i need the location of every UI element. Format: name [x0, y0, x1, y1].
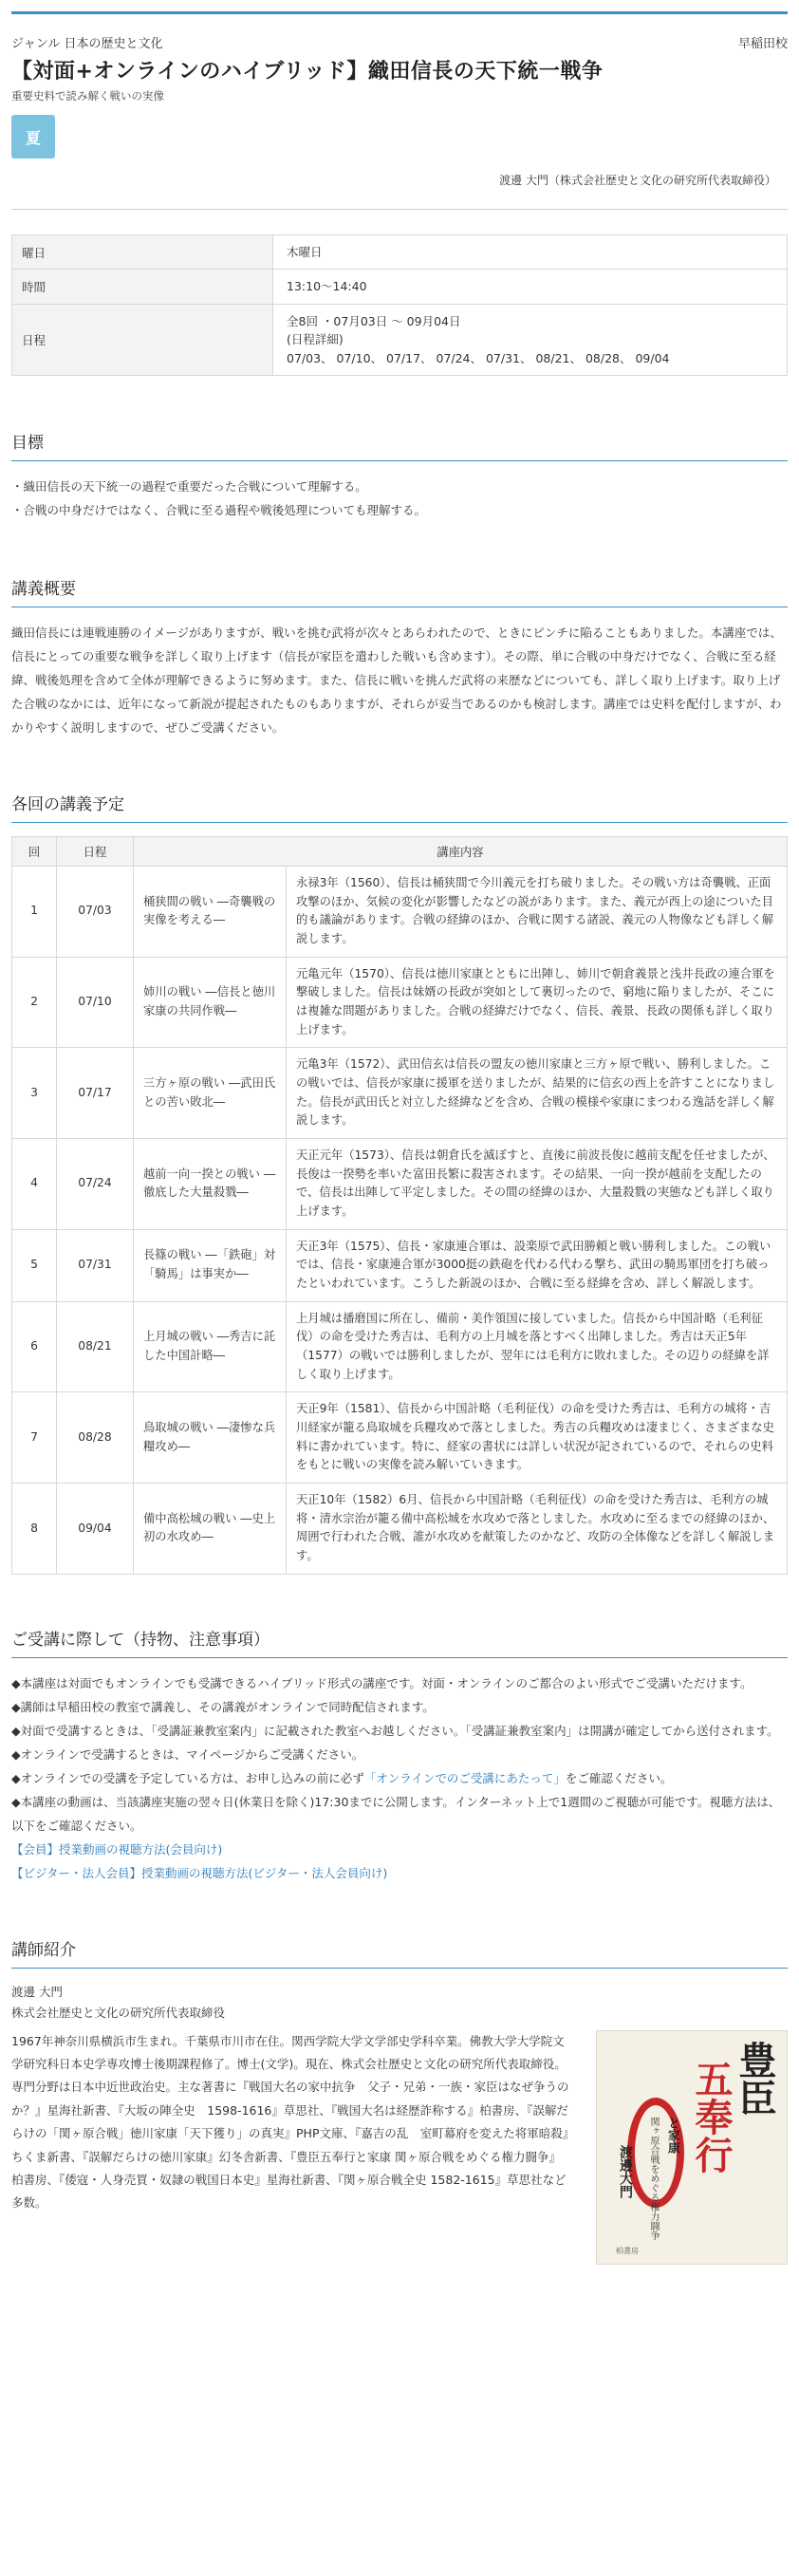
schedule-num: 5 — [12, 1229, 57, 1301]
col-content: 講座内容 — [134, 836, 788, 866]
info-row-day — [12, 235, 788, 270]
schedule-theme: 長篠の戦い ―「鉄砲」対「騎馬」は事実か― — [134, 1229, 287, 1301]
lecturer-affiliation: 株式会社歴史と文化の研究所代表取締役 — [11, 2006, 226, 2021]
season-badge: 夏 — [11, 115, 55, 159]
top-accent-bar — [11, 11, 788, 14]
schedule-detail-link[interactable]: (日程詳細) — [287, 332, 344, 347]
summary-text: 織田信長には連戦連勝のイメージがありますが、戦いを挑む武将が次々とあらわれたので、ときにピンチに陥ることもありました。本講座では、信長にとっての重要な戦争を詳しく取り上げます（信長が家臣を遣わした戦いも含めます）。その際、単に合戦の中身だけでなく、合戦に至る経緯、戦後処理を含めて全体が理解できるように努めます。また、信長に戦いを挑んだ武将の来歴などについても、詳しく取り上げます。取り上げた合戦のなかには、近年になって新説が提起されたものもありますが、それらが妥当であるのかも検討します。講座では史料を配付しますが、わかりやすく説明しますので、ぜひご受講ください。 — [11, 625, 782, 735]
schedule-theme: 上月城の戦い ―秀吉に託した中国計略― — [134, 1301, 287, 1392]
course-title: 【対面+オンラインのハイブリッド】織田信長の天下統一戦争 — [11, 60, 604, 84]
schedule-content: 天正3年（1575）、信長・家康連合軍は、設楽原で武田勝頼と戦い勝利しました。この戦いでは、信長・家康連合軍が3000挺の鉄砲を代わる代わる撃ち、武田の騎馬軍団を打ち破ったといわれています。こうした新説のほか、合戦に至る経緯を含め、詳しく解説します。 — [287, 1229, 788, 1301]
notes-list — [11, 1671, 788, 1885]
visitor-video-link[interactable]: 【ビジター・法人会員】授業動画の視聴方法(ビジター・法人会員向け) — [11, 1865, 388, 1880]
course-page — [11, 0, 788, 2265]
schedule-row — [12, 1138, 788, 1229]
schedule-row — [12, 1048, 788, 1139]
schedule-body — [12, 866, 788, 1574]
lecturer-heading: 講師紹介 — [11, 1936, 788, 1969]
schedule-theme: 三方ヶ原の戦い ―武田氏との苦い敗北― — [134, 1048, 287, 1139]
schedule-num: 1 — [12, 866, 57, 957]
schedule-row — [12, 1484, 788, 1575]
time-value: 13:10～14:40 — [273, 270, 788, 304]
online-prefix: ◆オンラインでの受講を予定している方は、お申し込みの前に必ず — [11, 1770, 364, 1785]
schedule-heading: 各回の講義予定 — [11, 791, 788, 823]
schedule-dates: 07/03、 07/10、 07/17、 07/24、 07/31、 08/21、 08/28、 09/04 — [287, 350, 670, 365]
schedule-num: 4 — [12, 1138, 57, 1229]
day-label: 曜日 — [12, 235, 273, 270]
schedule-row — [12, 1392, 788, 1484]
schedule-row — [12, 1301, 788, 1392]
note-item: ◆対面で受講するときは、「受講証兼教室案内」に記載された教室へお越しください。「受講証兼教室案内」は開講が確定してから送付されます。 — [11, 1723, 779, 1738]
book-title-a: 豊臣 — [733, 2040, 777, 2117]
schedule-date: 08/21 — [57, 1301, 134, 1392]
lecturer-name: 渡邊 大門 — [11, 1984, 63, 1999]
school-label: 早稲田校 — [737, 37, 788, 51]
lecturer-bio: 1967年神奈川県横浜市生まれ。千葉県市川市在住。関西学院大学文学部史学科卒業。佛教大学大学院文学研究科日本史学専攻博士後期課程修了。博士(文学)。現在、株式会社歴史と文化の研究所代表取締役。専門分野は日本中近世政治史。主な著書に『戦国大名の家中抗争 父子・兄弟・一族・家臣はなぜ争うのか？』星海社新書、『大坂の陣全史 1598-1616』草思社、『戦国大名は経歴詐称する』柏書房、『誤解だらけの「関ヶ原合戦」徳川家康「天下獲り」の真実』PHP文庫、『嘉吉の乱 室町幕府を変えた将軍暗殺』ちくま新書、『誤解だらけの徳川家康』幻冬舎新書、『豊臣五奉行と家康 関ヶ原合戦をめぐる権力闘争』柏書房、『倭寇・人身売買・奴隷の戦国日本史』星海社新書、『関ヶ原合戦全史 1582-1615』草思社など多数。 — [11, 2033, 569, 2211]
schedule-theme: 姉川の戦い ―信長と徳川家康の共同作戦― — [134, 957, 287, 1048]
divider — [11, 209, 788, 210]
genre-row — [11, 33, 788, 51]
schedule-row — [12, 957, 788, 1048]
schedule-theme: 桶狭間の戦い ―奇襲戦の実像を考える― — [134, 866, 287, 957]
goals-list — [11, 475, 788, 522]
col-date: 日程 — [57, 836, 134, 866]
schedule-date: 07/31 — [57, 1229, 134, 1301]
schedule-content: 元亀元年（1570）、信長は徳川家康とともに出陣し、姉川で朝倉義景と浅井長政の連合軍を撃破しました。信長は妹婿の長政が突如として裏切ったので、窮地に陥りましたが、そこには複雑な問題がありました。合戦の経緯だけでなく、信長、義景、長政の関係も詳しく取り上げます。 — [287, 957, 788, 1048]
schedule-table — [11, 836, 788, 1575]
schedule-date: 07/03 — [57, 866, 134, 957]
schedule-value — [273, 304, 788, 375]
member-video-link[interactable]: 【会員】授業動画の視聴方法(会員向け) — [11, 1841, 223, 1857]
schedule-date: 07/17 — [57, 1048, 134, 1139]
online-guide-link[interactable]: 「オンラインでのご受講にあたって」 — [363, 1770, 566, 1785]
lecturer-detail — [11, 2030, 788, 2265]
note-item: ◆講師は早稲田校の教室で講義し、その講義がオンラインで同時配信されます。 — [11, 1699, 435, 1714]
info-row-schedule — [12, 304, 788, 375]
schedule-num: 3 — [12, 1048, 57, 1139]
schedule-content: 天正9年（1581）、信長から中国計略（毛利征伐）の命を受けた秀吉は、毛利方の城将・吉川経家が籠る鳥取城を兵糧攻めで落としました。秀吉の兵糧攻めは凄まじく、さまざまな史料に書かれています。特に、経家の書状には詳しい状況が記されているので、それらの史料をもとに戦いの実像を読み解いていきます。 — [287, 1392, 788, 1484]
schedule-theme: 備中高松城の戦い ―史上初の水攻め― — [134, 1484, 287, 1575]
schedule-row — [12, 866, 788, 957]
book-cover-image — [596, 2030, 788, 2265]
schedule-content: 上月城は播磨国に所在し、備前・美作領国に接していました。信長から中国計略（毛利征伐）の命を受けた秀吉は、毛利方の上月城を落とすべく出陣しました。秀吉は天正5年（1577）の戦いでは勝利しましたが、翌年には毛利方に敗れました。その辺りの経緯を詳しく取り上げます。 — [287, 1301, 788, 1392]
notes-heading: ご受講に際して（持物、注意事項） — [11, 1626, 788, 1658]
schedule-content: 永禄3年（1560）、信長は桶狭間で今川義元を打ち破りました。その戦い方は奇襲戦、正面攻撃のほか、気候の変化が影響したなどの説があります。また、義元が西上の途についた目的も議論があります。合戦の経緯のほか、合戦に関する諸説、義元の人物像なども詳しく解説します。 — [287, 866, 788, 957]
schedule-label: 日程 — [12, 304, 273, 375]
lecturer-name-block — [11, 1982, 788, 2025]
schedule-date: 07/24 — [57, 1138, 134, 1229]
schedule-date: 09/04 — [57, 1484, 134, 1575]
time-label: 時間 — [12, 270, 273, 304]
lecturer-line: 渡邊 大門（株式会社歴史と文化の研究所代表取締役） — [499, 174, 776, 187]
schedule-num: 7 — [12, 1392, 57, 1484]
schedule-date: 07/10 — [57, 957, 134, 1048]
book-title-b: 五奉行 — [689, 2059, 734, 2174]
schedule-date: 08/28 — [57, 1392, 134, 1484]
schedule-content: 天正元年（1573）、信長は朝倉氏を滅ぼすと、直後に前波長俊に越前支配を任せましたが、長俊は一揆勢を率いた富田長繁に殺害されます。その結果、一向一揆が越前を支配したので、信長は出陣して平定しました。その間の経緯のほか、大量殺戮の実態なども詳しく取り上げます。 — [287, 1138, 788, 1229]
schedule-row — [12, 1229, 788, 1301]
info-row-time — [12, 270, 788, 304]
note-item: ◆オンラインで受講するときは、マイページからご受講ください。 — [11, 1746, 364, 1762]
schedule-theme: 鳥取城の戦い ―凄惨な兵糧攻め― — [134, 1392, 287, 1484]
summary-heading: 講義概要 — [11, 575, 788, 607]
note-item-online — [11, 1766, 788, 1790]
online-suffix: をご確認ください。 — [565, 1770, 673, 1785]
goal-item: ・織田信長の天下統一の過程で重要だった合戦について理解する。 — [11, 478, 367, 494]
schedule-header-row — [12, 836, 788, 866]
schedule-content: 天正10年（1582）6月、信長から中国計略（毛利征伐）の命を受けた秀吉は、毛利方の城将・清水宗治が籠る備中高松城を水攻めで落としました。水攻めに至るまでの経緯のほか、周囲で行われた合戦、誰が水攻めを献策したのかなど、攻防の全体像などを詳しく解説します。 — [287, 1484, 788, 1575]
note-item: ◆本講座は対面でもオンラインでも受講できるハイブリッド形式の講座です。対面・オンラインのご都合のよい形式でご受講いただけます。 — [11, 1675, 753, 1690]
course-subtitle: 重要史料で読み解く戦いの実像 — [11, 89, 164, 103]
day-value: 木曜日 — [273, 235, 788, 270]
schedule-line-1: 全8回 ・07月03日 ～ 09月04日 — [287, 313, 461, 328]
schedule-theme: 越前一向一揆との戦い ―徹底した大量殺戮― — [134, 1138, 287, 1229]
book-author: 渡邊大門 — [618, 2144, 633, 2198]
schedule-content: 元亀3年（1572）、武田信玄は信長の盟友の徳川家康と三方ヶ原で戦い、勝利しました。この戦いでは、信長が家康に援軍を送りましたが、結果的に信玄の西上を許すことになりました。信長が武田氏と対立した経緯などを含め、合戦の模様や家康にまつわる逸話を詳しく解説します。 — [287, 1048, 788, 1139]
col-num: 回 — [12, 836, 57, 866]
goal-item: ・合戦の中身だけではなく、合戦に至る過程や戦後処理についても理解する。 — [11, 502, 427, 517]
goals-heading: 目標 — [11, 429, 788, 461]
course-info-table — [11, 234, 788, 376]
schedule-num: 8 — [12, 1484, 57, 1575]
book-publisher: 柏書房 — [616, 2246, 639, 2255]
schedule-num: 2 — [12, 957, 57, 1048]
schedule-num: 6 — [12, 1301, 57, 1392]
book-subtitle: 関ヶ原合戦をめぐる権力闘争 — [648, 2116, 659, 2240]
video-note: ◆本講座の動画は、当該講座実施の翌々日(休業日を除く)17:30までに公開します。インターネット上で1週間のご視聴が可能です。視聴方法は、以下をご確認ください。 — [11, 1794, 781, 1833]
book-title-c: と家康 — [665, 2116, 679, 2154]
genre-label: ジャンル 日本の歴史と文化 — [11, 37, 163, 51]
